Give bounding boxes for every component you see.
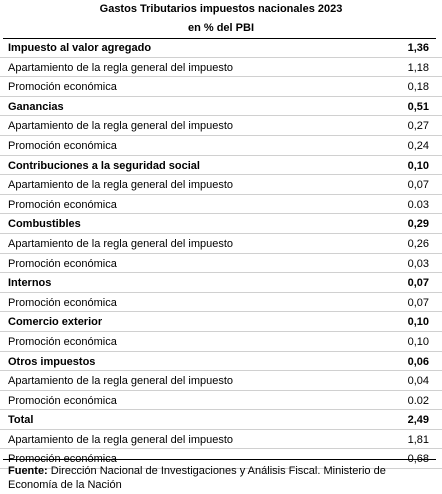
- row-label: Promoción económica: [8, 198, 117, 211]
- table-title: Gastos Tributarios impuestos nacionales 2023: [99, 3, 343, 15]
- row-label: Otros impuestos: [8, 355, 96, 368]
- row-value: 0,51: [407, 100, 429, 113]
- row-label: Promoción económica: [8, 296, 117, 309]
- row-value: 0,10: [407, 159, 429, 172]
- category-row: [0, 273, 442, 293]
- row-value: 0,24: [407, 139, 429, 152]
- row-value: 0.03: [407, 198, 429, 211]
- row-value: 0,04: [407, 375, 429, 388]
- subcategory-row: [0, 195, 442, 215]
- row-value: 0,10: [407, 316, 429, 329]
- row-label: Apartamiento de la regla general del impuesto: [8, 61, 234, 74]
- subcategory-row: [0, 136, 442, 156]
- subcategory-row: [0, 77, 442, 97]
- subcategory-row: [0, 175, 442, 195]
- row-value: 0.02: [407, 394, 429, 407]
- table-subtitle: en % del PBI: [187, 22, 255, 34]
- row-label: Comercio exterior: [8, 316, 103, 329]
- row-value: 0,29: [407, 218, 429, 231]
- row-value: 0,26: [407, 237, 429, 250]
- row-label: Promoción económica: [8, 394, 117, 407]
- row-value: 2,49: [407, 414, 429, 427]
- row-label: Promoción económica: [8, 335, 117, 348]
- subcategory-row: [0, 332, 442, 352]
- row-value: 0,06: [407, 355, 429, 368]
- category-row: [0, 352, 442, 372]
- row-label: Promoción económica: [8, 81, 117, 94]
- row-value: 1,18: [407, 61, 429, 74]
- row-value: 1,36: [407, 42, 429, 54]
- row-label: Combustibles: [8, 218, 81, 231]
- row-label: Promoción económica: [8, 257, 117, 270]
- row-value: 0,07: [407, 179, 429, 192]
- subcategory-row: [0, 371, 442, 391]
- subcategory-row: [0, 58, 442, 78]
- table-body: [0, 38, 442, 469]
- row-value: 0,10: [407, 335, 429, 348]
- row-label: Apartamiento de la regla general del impuesto: [8, 433, 234, 446]
- row-label: Apartamiento de la regla general del impuesto: [8, 375, 234, 388]
- row-label: Promoción económica: [8, 139, 117, 152]
- row-value: 1,81: [407, 433, 429, 446]
- subcategory-row: [0, 430, 442, 450]
- row-label: Ganancias: [8, 100, 64, 113]
- row-value: 0,07: [407, 296, 429, 309]
- subcategory-row: [0, 391, 442, 411]
- row-value: 0,07: [407, 277, 429, 290]
- category-row: [0, 214, 442, 234]
- subcategory-row: [0, 254, 442, 274]
- row-label: Apartamiento de la regla general del impuesto: [8, 120, 234, 133]
- row-label: Apartamiento de la regla general del impuesto: [8, 237, 234, 250]
- category-row: [0, 97, 442, 117]
- subcategory-row: [0, 116, 442, 136]
- row-value: 0,03: [407, 257, 429, 270]
- row-value: 0,18: [407, 81, 429, 94]
- category-row: [0, 156, 442, 176]
- subcategory-row: [0, 234, 442, 254]
- row-label: Total: [8, 414, 34, 427]
- row-label: Internos: [8, 277, 52, 290]
- source-text: Dirección Nacional de Investigaciones y Análisis Fiscal. Ministerio de Economía de la Nación: [8, 465, 386, 491]
- source-label: Fuente:: [8, 465, 48, 477]
- category-row: [0, 410, 442, 430]
- row-label: Contribuciones a la seguridad social: [8, 159, 200, 172]
- subcategory-row: [0, 293, 442, 313]
- row-label: Promoción económica: [8, 453, 117, 466]
- bottom-rule: [3, 459, 436, 460]
- source-note: [8, 464, 433, 492]
- row-label: Impuesto al valor agregado: [8, 42, 152, 54]
- row-value: 0,27: [407, 120, 429, 133]
- row-label: Apartamiento de la regla general del impuesto: [8, 179, 234, 192]
- category-row: [0, 38, 442, 58]
- category-row: [0, 312, 442, 332]
- row-value: 0,68: [407, 453, 429, 466]
